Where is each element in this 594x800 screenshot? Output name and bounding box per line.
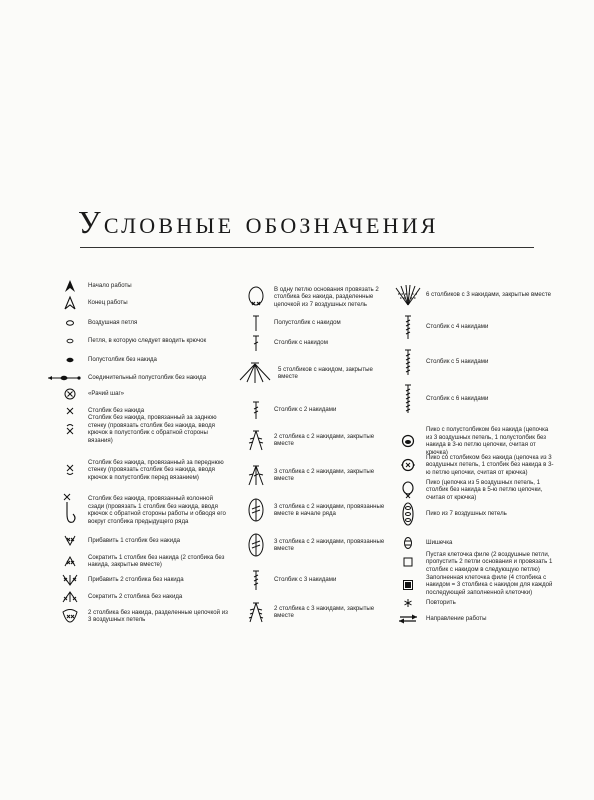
legend-text: Петля, в которую следует вводить крючок	[88, 337, 207, 345]
legend-text: Столбик без накида, провязанный колонной сзади (провязать 1 столбик без накида, вводя крючок с обратной стороны работы и обводя его вокруг столбика предыдущего ряда	[88, 495, 226, 525]
legend-item	[394, 604, 554, 634]
legend-item	[236, 358, 390, 388]
legend-text: 2 столбика с 2 накидами, закрытые вместе	[274, 432, 375, 447]
legend-text: Пико из 7 воздушных петель	[426, 510, 507, 518]
treble-3-puff-icon	[242, 495, 270, 525]
legend-text: Конец работы	[88, 299, 128, 307]
direction-icon	[394, 604, 422, 634]
legend-item	[242, 565, 386, 595]
legend-item	[242, 460, 386, 490]
legend-item	[394, 280, 554, 310]
legend-item	[242, 425, 386, 455]
legend-text: 3 столбика с 2 накидами, провязанные вместе	[274, 537, 385, 552]
dtr-2-together-icon	[242, 597, 270, 627]
legend-item	[394, 347, 554, 377]
legend-item	[394, 312, 554, 342]
legend-text: Пустая клеточка филе (2 воздушные петли, пропустить 2 петли основания и провязать 1 столбик с накидом в следующую петлю)	[426, 550, 553, 573]
legend-text: Столбик с 3 накидами	[274, 576, 337, 584]
legend-text: «Рачий шаг»	[88, 390, 125, 398]
legend-item	[56, 455, 228, 485]
legend-text: Шишечка	[426, 539, 453, 547]
single-crochet-front-icon	[56, 455, 84, 485]
legend-text: Полустолбик без накида	[88, 356, 157, 364]
legend-text: Прибавить 2 столбика без накида	[88, 576, 184, 584]
legend-text: Столбик с 2 накидами	[274, 406, 337, 414]
legend-text: 2 столбика с 3 накидами, закрытые вместе	[274, 604, 375, 619]
picot-4-icon	[394, 499, 422, 529]
treble-icon	[242, 395, 270, 425]
legend-text: Столбик без накида, провязанный за заднюю стенку (провязать столбик без накида, вводя крючок в полустолбик с обратной стороны вязания)	[88, 414, 217, 444]
sextuple-icon	[394, 384, 422, 414]
legend-text: 2 столбика без накида, разделенные цепочкой из 3 воздушных петель	[88, 608, 228, 623]
quintuple-icon	[394, 347, 422, 377]
cluster-5-icon	[236, 358, 274, 388]
legend-text: Повторить	[426, 599, 456, 607]
legend-text: Столбик без накида	[88, 407, 145, 415]
legend-text: Воздушная петля	[88, 319, 138, 327]
sc-chain-separated-icon	[56, 601, 84, 631]
legend-text: Пико с полустолбиком без накида (цепочка из 3 воздушных петель, 1 полустолбик без накида в 3-ю петлю цепочки, считая от крючка)	[426, 426, 549, 456]
legend-text: Столбик без накида, провязанный за переднюю стенку (провязать столбик без накида, вводя крючок в полустолбик перед вязанием)	[88, 458, 224, 481]
legend-text: Пико со столбиком без накида (цепочка из 3 воздушных петель, 1 столбик без накида в 3-ю петлю цепочки, считая от крючка)	[426, 453, 554, 476]
double-crochet-icon	[242, 328, 270, 358]
page-title: Условные обозначения	[78, 204, 439, 240]
treble-3-bobble-icon	[242, 530, 270, 560]
legend-text: Сократить 1 столбик без накида (2 столбика без накида, закрытые вместе)	[88, 553, 225, 568]
legend-text: Начало работы	[88, 282, 132, 290]
legend-item	[242, 597, 386, 627]
legend-item	[394, 499, 554, 529]
legend-item	[56, 601, 228, 631]
legend-item	[242, 495, 386, 525]
legend-text: Соединительный полустолбик без накида	[88, 374, 207, 382]
legend-text: Прибавить 1 столбик без накида	[88, 537, 181, 545]
legend-text: В одну петлю основания провязать 2 столбика без накида, разделенные цепочкой из 7 воздушных петель	[274, 285, 379, 308]
dtr-icon	[242, 565, 270, 595]
legend-text: Заполненная клеточка филе (4 столбика с накидом = 3 столбика с накидом для каждой последующей заполненной клеточки)	[426, 573, 553, 596]
legend-item	[242, 395, 386, 425]
legend-item	[394, 384, 554, 414]
treble-2-together-icon	[242, 425, 270, 455]
post-stitch-icon	[56, 490, 84, 530]
legend-text: Столбик с 5 накидами	[426, 358, 489, 366]
legend-item	[242, 328, 386, 358]
legend-text: Полустолбик с накидом	[274, 319, 341, 327]
legend-item	[242, 530, 386, 560]
legend-text: Столбик с 4 накидами	[426, 323, 489, 331]
legend-text: Столбик с 6 накидами	[426, 395, 489, 403]
legend-text: Столбик с накидом	[274, 339, 328, 347]
single-crochet-back-icon	[56, 414, 84, 444]
treble-3-together-icon	[242, 460, 270, 490]
legend-text: 6 столбиков с 3 накидами, закрытые вместе	[426, 291, 551, 299]
legend-text: 5 столбиков с накидом, закрытые вместе	[278, 365, 373, 380]
legend-text: Пико (цепочка из 5 воздушных петель, 1 столбик без накида в 5-ю петлю цепочки, считая от крючка)	[426, 478, 543, 501]
legend-item	[56, 490, 228, 530]
dtr-6-together-icon	[394, 280, 422, 310]
legend-text: 3 столбика с 2 накидами, закрытые вместе	[274, 467, 375, 482]
legend-item	[56, 414, 228, 444]
trtr-icon	[394, 312, 422, 342]
legend-text: 3 столбика с 2 накидами, провязанные вместе в начале ряда	[274, 502, 385, 517]
legend-text: Направление работы	[426, 615, 487, 623]
title-divider	[80, 247, 534, 248]
legend-text: Сократить 2 столбика без накида	[88, 593, 183, 601]
